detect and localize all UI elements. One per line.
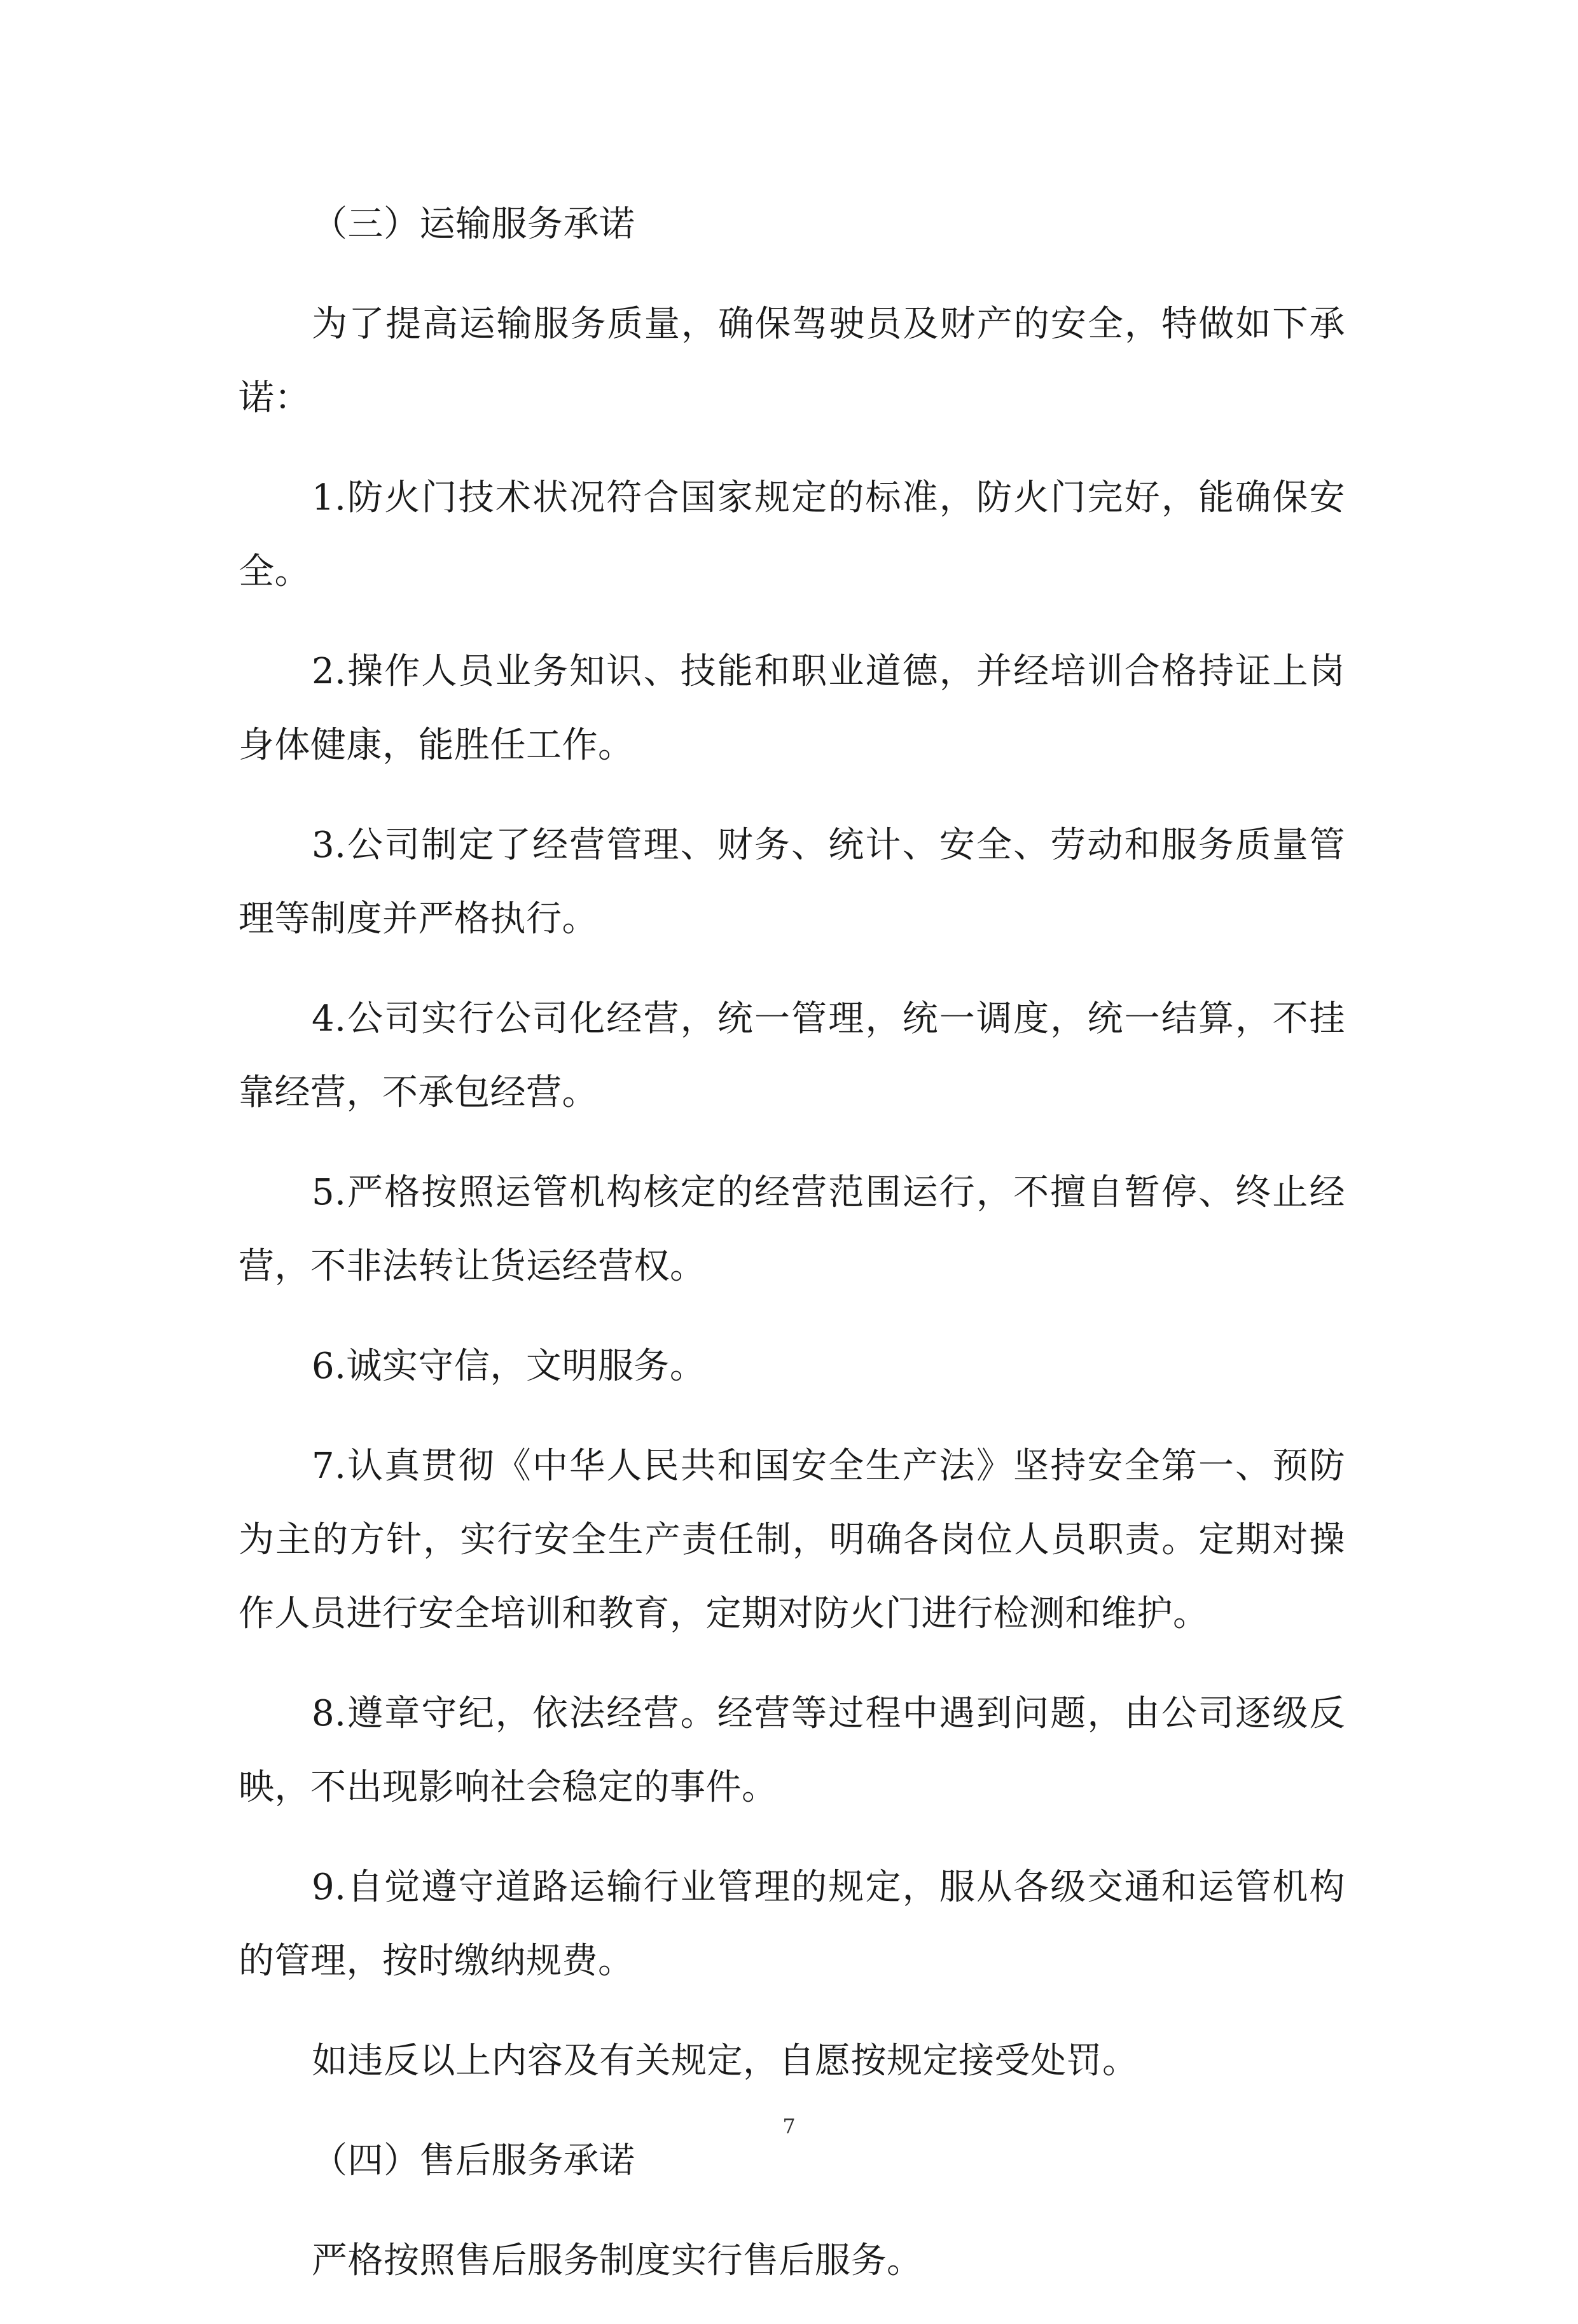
- paragraph-penalty: 如违反以上内容及有关规定，自愿按规定接受处罚。: [312, 2040, 1139, 2082]
- list-item-1: 1.防火门技术状况符合国家规定的标准，防火门完好，能确保安全。: [239, 477, 1345, 592]
- paragraph-intro: 为了提高运输服务质量，确保驾驶员及财产的安全，特做如下承诺：: [239, 303, 1345, 419]
- list-item-9: 9.自觉遵守道路运输行业管理的规定，服从各级交通和运管机构的管理，按时缴纳规费。: [239, 1867, 1345, 1982]
- section-heading-transport-commitment: （三）运输服务承诺: [312, 204, 635, 245]
- section-heading-after-sales-commitment: （四）售后服务承诺: [312, 2140, 635, 2181]
- list-item-8: 8.遵章守纪，依法经营。经营等过程中遇到问题，由公司逐级反映，不出现影响社会稳定的事件。: [239, 1693, 1345, 1808]
- list-item-2: 2.操作人员业务知识、技能和职业道德，并经培训合格持证上岗身体健康，能胜任工作。: [239, 651, 1345, 766]
- paragraph-after-sales: 严格按照售后服务制度实行售后服务。: [312, 2240, 923, 2281]
- list-item-5: 5.严格按照运管机构核定的经营范围运行，不擅自暂停、终止经营，不非法转让货运经营权。: [239, 1172, 1345, 1287]
- list-item-6: 6.诚实守信，文明服务。: [312, 1346, 706, 1387]
- list-item-7: 7.认真贯彻《中华人民共和国安全生产法》坚持安全第一、预防为主的方针，实行安全生产责任制，明确各岗位人员职责。定期对操作人员进行安全培训和教育，定期对防火门进行检测和维护。: [239, 1445, 1345, 1634]
- list-item-4: 4.公司实行公司化经营，统一管理，统一调度，统一结算，不挂靠经营，不承包经营。: [239, 998, 1345, 1113]
- list-item-3: 3.公司制定了经营管理、财务、统计、安全、劳动和服务质量管理等制度并严格执行。: [239, 825, 1345, 940]
- page-number: 7: [782, 2114, 796, 2138]
- document-body: [239, 188, 1345, 2324]
